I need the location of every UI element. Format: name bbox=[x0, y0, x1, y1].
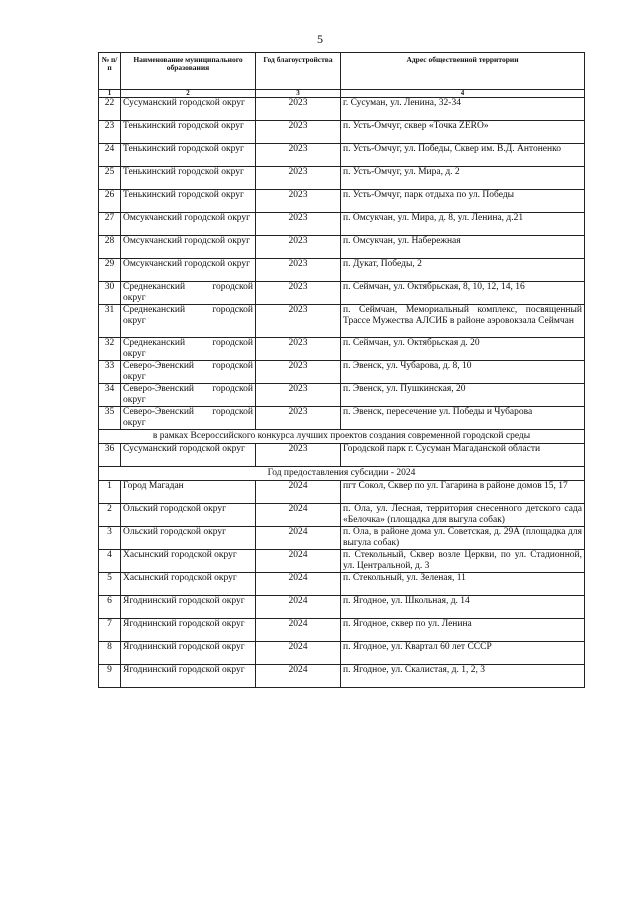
municipality-cell: Тенькинский городской округ bbox=[121, 167, 256, 190]
municipality-cell: Ягоднинский городской округ bbox=[121, 619, 256, 642]
address-cell: п. Ола, ул. Лесная, территория снесенного детского сада «Белочка» (площадка для выгула собак) bbox=[341, 504, 585, 527]
table-row bbox=[99, 384, 585, 407]
row-number: 22 bbox=[99, 98, 121, 121]
address-cell: п. Стекольный, Сквер возле Церкви, по ул. Стадионной, ул. Центральной, д. 3 bbox=[341, 550, 585, 573]
row-number: 35 bbox=[99, 407, 121, 430]
table-row bbox=[99, 444, 585, 467]
year-cell: 2023 bbox=[256, 167, 341, 190]
section-title-2024: Год предоставления субсидии - 2024 bbox=[99, 467, 585, 481]
year-cell: 2023 bbox=[256, 144, 341, 167]
table-row bbox=[99, 236, 585, 259]
table-row bbox=[99, 596, 585, 619]
municipality-cell: Сусуманский городской округ bbox=[121, 444, 256, 467]
page-number: 5 bbox=[317, 32, 323, 46]
table-row bbox=[99, 121, 585, 144]
municipality-cell: Тенькинский городской округ bbox=[121, 190, 256, 213]
table-row bbox=[99, 527, 585, 550]
row-number: 32 bbox=[99, 338, 121, 361]
year-cell: 2024 bbox=[256, 573, 341, 596]
row-number: 31 bbox=[99, 305, 121, 338]
rows-2024 bbox=[99, 481, 585, 688]
territory-table bbox=[98, 52, 585, 688]
address-cell: п. Ягодное, ул. Школьная, д. 14 bbox=[341, 596, 585, 619]
municipality-cell: Северо-Эвенский городской округ bbox=[121, 407, 256, 430]
row-number: 34 bbox=[99, 384, 121, 407]
municipality-cell: Ягоднинский городской округ bbox=[121, 642, 256, 665]
section-row-2024 bbox=[99, 467, 585, 481]
municipality-cell: Город Магадан bbox=[121, 481, 256, 504]
year-cell: 2024 bbox=[256, 504, 341, 527]
year-cell: 2023 bbox=[256, 213, 341, 236]
row-number: 33 bbox=[99, 361, 121, 384]
municipality-cell: Омсукчанский городской округ bbox=[121, 213, 256, 236]
municipality-cell: Ольский городской округ bbox=[121, 504, 256, 527]
year-cell: 2024 bbox=[256, 481, 341, 504]
column-number: 3 bbox=[256, 90, 341, 98]
table-row bbox=[99, 98, 585, 121]
header-number: № п/п bbox=[99, 53, 121, 90]
row-number: 24 bbox=[99, 144, 121, 167]
row-number: 6 bbox=[99, 596, 121, 619]
municipality-cell: Ягоднинский городской округ bbox=[121, 596, 256, 619]
year-cell: 2023 bbox=[256, 338, 341, 361]
municipality-cell: Тенькинский городской округ bbox=[121, 144, 256, 167]
column-number-row bbox=[99, 90, 585, 98]
address-cell: п. Омсукчан, ул. Мира, д. 8, ул. Ленина, д.21 bbox=[341, 213, 585, 236]
address-cell: п. Сеймчан, Мемориальный комплекс, посвященный Трассе Мужества АЛСИБ в районе аэровокзала Сеймчан bbox=[341, 305, 585, 338]
municipality-cell: Омсукчанский городской округ bbox=[121, 236, 256, 259]
address-cell: п. Сеймчан, ул. Октябрьская д. 20 bbox=[341, 338, 585, 361]
row-number: 4 bbox=[99, 550, 121, 573]
row-number: 1 bbox=[99, 481, 121, 504]
year-cell: 2023 bbox=[256, 121, 341, 144]
row-number: 25 bbox=[99, 167, 121, 190]
row-number: 5 bbox=[99, 573, 121, 596]
table-row bbox=[99, 361, 585, 384]
table-row bbox=[99, 642, 585, 665]
table-row bbox=[99, 407, 585, 430]
address-cell: п. Стекольный, ул. Зеленая, 11 bbox=[341, 573, 585, 596]
table-row bbox=[99, 665, 585, 688]
section-row-contest bbox=[99, 430, 585, 444]
column-number: 2 bbox=[121, 90, 256, 98]
year-cell: 2024 bbox=[256, 527, 341, 550]
address-cell: Городской парк г. Сусуман Магаданской области bbox=[341, 444, 585, 467]
table-row bbox=[99, 259, 585, 282]
address-cell: п. Ягодное, ул. Скалистая, д. 1, 2, 3 bbox=[341, 665, 585, 688]
address-cell: п. Усть-Омчуг, парк отдыха по ул. Победы bbox=[341, 190, 585, 213]
municipality-cell: Ольский городской округ bbox=[121, 527, 256, 550]
municipality-cell: Северо-Эвенский городской округ bbox=[121, 361, 256, 384]
year-cell: 2024 bbox=[256, 642, 341, 665]
year-cell: 2023 bbox=[256, 407, 341, 430]
year-cell: 2023 bbox=[256, 444, 341, 467]
rows-2023 bbox=[99, 98, 585, 430]
address-cell: п. Усть-Омчуг, ул. Победы, Сквер им. В.Д. Антоненко bbox=[341, 144, 585, 167]
address-cell: п. Ягодное, сквер по ул. Ленина bbox=[341, 619, 585, 642]
row-number: 23 bbox=[99, 121, 121, 144]
table-row bbox=[99, 550, 585, 573]
table-row bbox=[99, 481, 585, 504]
row-number: 36 bbox=[99, 444, 121, 467]
table-row bbox=[99, 305, 585, 338]
municipality-cell: Среднеканский городской округ bbox=[121, 305, 256, 338]
year-cell: 2023 bbox=[256, 236, 341, 259]
header-address: Адрес общественной территории bbox=[341, 53, 585, 90]
address-cell: п. Эвенск, ул. Пушкинская, 20 bbox=[341, 384, 585, 407]
row-number: 2 bbox=[99, 504, 121, 527]
municipality-cell: Ягоднинский городской округ bbox=[121, 665, 256, 688]
address-cell: п. Эвенск, ул. Чубарова, д. 8, 10 bbox=[341, 361, 585, 384]
year-cell: 2023 bbox=[256, 305, 341, 338]
address-cell: п. Эвенск, пересечение ул. Победы и Чубарова bbox=[341, 407, 585, 430]
address-cell: п. Ягодное, ул. Квартал 60 лет СССР bbox=[341, 642, 585, 665]
row-number: 3 bbox=[99, 527, 121, 550]
table-row bbox=[99, 504, 585, 527]
section-title-contest: в рамках Всероссийского конкурса лучших проектов создания современной городской среды bbox=[99, 430, 585, 444]
row-number: 9 bbox=[99, 665, 121, 688]
municipality-cell: Омсукчанский городской округ bbox=[121, 259, 256, 282]
table-row bbox=[99, 213, 585, 236]
municipality-cell: Хасынский городской округ bbox=[121, 573, 256, 596]
row-number: 8 bbox=[99, 642, 121, 665]
row-number: 28 bbox=[99, 236, 121, 259]
year-cell: 2024 bbox=[256, 665, 341, 688]
table-row bbox=[99, 619, 585, 642]
municipality-cell: Среднеканский городской округ bbox=[121, 338, 256, 361]
rows-contest bbox=[99, 444, 585, 467]
year-cell: 2023 bbox=[256, 259, 341, 282]
address-cell: п. Дукат, Победы, 2 bbox=[341, 259, 585, 282]
row-number: 27 bbox=[99, 213, 121, 236]
year-cell: 2023 bbox=[256, 98, 341, 121]
table-row bbox=[99, 167, 585, 190]
address-cell: пгт Сокол, Сквер по ул. Гагарина в районе домов 15, 17 bbox=[341, 481, 585, 504]
municipality-cell: Северо-Эвенский городской округ bbox=[121, 384, 256, 407]
table-row bbox=[99, 190, 585, 213]
address-cell: п. Ола, в районе дома ул. Советская, д. 29А (площадка для выгула собак) bbox=[341, 527, 585, 550]
table-row bbox=[99, 282, 585, 305]
year-cell: 2023 bbox=[256, 282, 341, 305]
header-year: Год благоустройства bbox=[256, 53, 341, 90]
year-cell: 2023 bbox=[256, 384, 341, 407]
row-number: 30 bbox=[99, 282, 121, 305]
row-number: 7 bbox=[99, 619, 121, 642]
table-row bbox=[99, 338, 585, 361]
address-cell: п. Усть-Омчуг, ул. Мира, д. 2 bbox=[341, 167, 585, 190]
year-cell: 2023 bbox=[256, 190, 341, 213]
column-number: 4 bbox=[341, 90, 585, 98]
address-cell: г. Сусуман, ул. Ленина, 32-34 bbox=[341, 98, 585, 121]
table-row bbox=[99, 573, 585, 596]
municipality-cell: Среднеканский городской округ bbox=[121, 282, 256, 305]
municipality-cell: Тенькинский городской округ bbox=[121, 121, 256, 144]
address-cell: п. Усть-Омчуг, сквер «Точка ZERO» bbox=[341, 121, 585, 144]
municipality-cell: Хасынский городской округ bbox=[121, 550, 256, 573]
row-number: 29 bbox=[99, 259, 121, 282]
year-cell: 2024 bbox=[256, 550, 341, 573]
year-cell: 2024 bbox=[256, 619, 341, 642]
column-number: 1 bbox=[99, 90, 121, 98]
table-header-row bbox=[99, 53, 585, 90]
row-number: 26 bbox=[99, 190, 121, 213]
municipality-cell: Сусуманский городской округ bbox=[121, 98, 256, 121]
year-cell: 2023 bbox=[256, 361, 341, 384]
header-municipality: Наименование муниципального образования bbox=[121, 53, 256, 90]
year-cell: 2024 bbox=[256, 596, 341, 619]
address-cell: п. Омсукчан, ул. Набережная bbox=[341, 236, 585, 259]
table-row bbox=[99, 144, 585, 167]
address-cell: п. Сеймчан, ул. Октябрьская, 8, 10, 12, 14, 16 bbox=[341, 282, 585, 305]
